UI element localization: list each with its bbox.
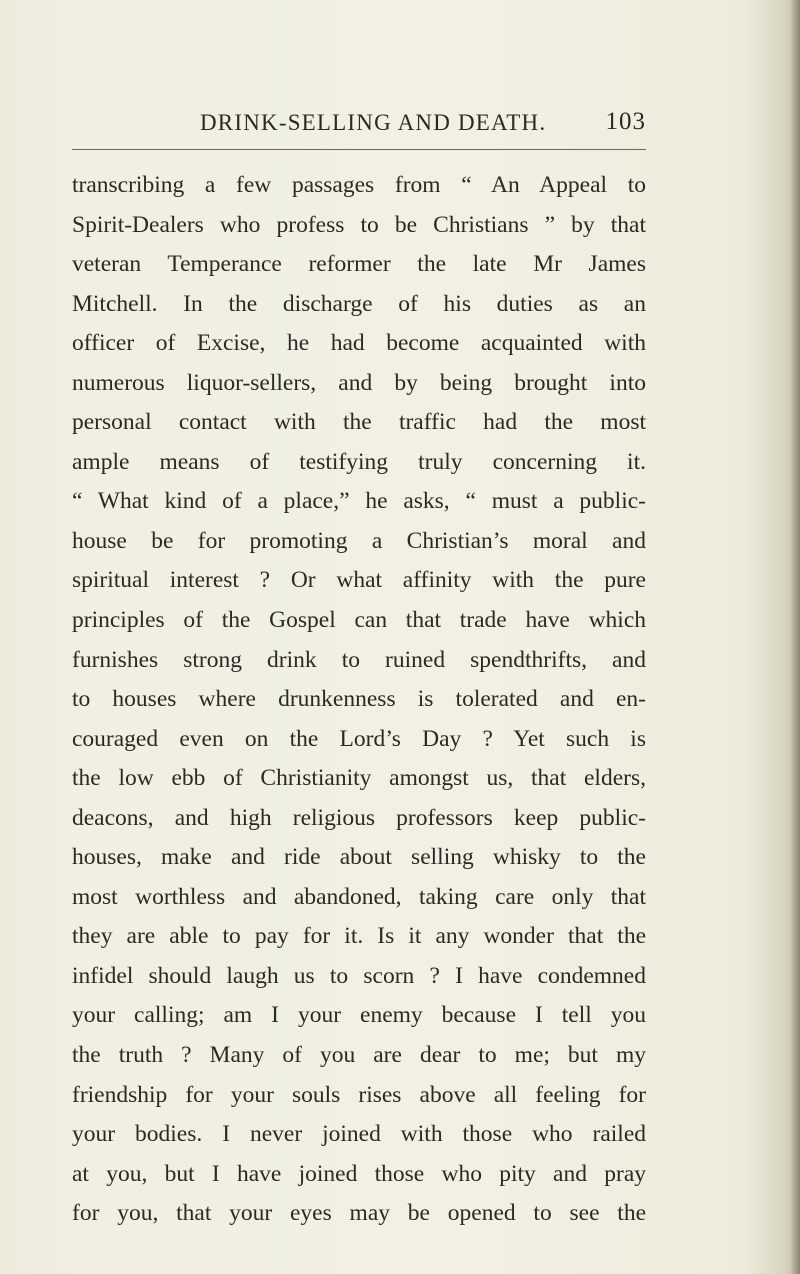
- text-line: furnishes strong drink to ruined spendthrifts, and: [72, 646, 646, 673]
- page-edge-shadow: [790, 0, 800, 1274]
- text-line: principles of the Gospel can that trade have which: [72, 607, 646, 634]
- running-head: DRINK-SELLING AND DEATH.: [200, 110, 547, 135]
- text-line: officer of Excise, he had become acquainted with: [72, 330, 646, 357]
- text-line: most worthless and abandoned, taking care only that: [72, 883, 646, 910]
- body-text: [72, 166, 646, 1234]
- text-line: your bodies. I never joined with those who railed: [72, 1121, 646, 1148]
- text-line: Spirit-Dealers who profess to be Christians ” by that: [72, 211, 646, 238]
- text-line: infidel should laugh us to scorn ? I have condemned: [72, 962, 646, 989]
- text-line: your calling; am I your enemy because I tell you: [72, 1002, 646, 1029]
- text-line: couraged even on the Lord’s Day ? Yet such is: [72, 725, 646, 752]
- text-line: transcribing a few passages from “ An Appeal to: [72, 172, 646, 198]
- text-line: ample means of testifying truly concerning it.: [72, 448, 646, 475]
- text-line: the low ebb of Christianity amongst us, that elders,: [72, 765, 646, 792]
- text-line: they are able to pay for it. Is it any wonder that the: [72, 923, 646, 950]
- text-line: numerous liquor-sellers, and by being brought into: [72, 369, 646, 396]
- text-line: personal contact with the traffic had the most: [72, 409, 646, 436]
- text-line: the truth ? Many of you are dear to me; but my: [72, 1042, 646, 1069]
- text-line: Mitchell. In the discharge of his duties as an: [72, 290, 646, 317]
- text-line: houses, make and ride about selling whisky to the: [72, 844, 646, 871]
- text-line: house be for promoting a Christian’s moral and: [72, 527, 646, 554]
- text-line: deacons, and high religious professors keep public-: [72, 804, 646, 831]
- text-line: to houses where drunkenness is tolerated and en-: [72, 686, 646, 713]
- page-number: 103: [605, 108, 646, 135]
- text-line: “ What kind of a place,” he asks, “ must a public-: [72, 488, 646, 515]
- page-header: [72, 102, 646, 142]
- header-rule: [72, 149, 646, 150]
- text-line: for you, that your eyes may be opened to see the: [72, 1200, 646, 1227]
- text-line: friendship for your souls rises above all feeling for: [72, 1081, 646, 1108]
- text-line: veteran Temperance reformer the late Mr James: [72, 251, 646, 278]
- text-line: at you, but I have joined those who pity and pray: [72, 1160, 646, 1187]
- text-line: spiritual interest ? Or what affinity with the pure: [72, 567, 646, 594]
